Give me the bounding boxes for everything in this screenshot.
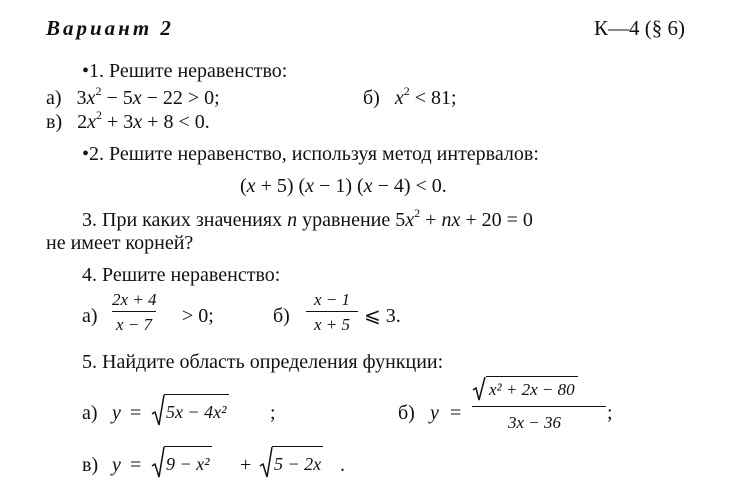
task2-title: •2. Решите неравенство, используя метод интервалов: xyxy=(82,143,539,165)
task5-b-fraction xyxy=(472,376,608,436)
task5-c-eq: = xyxy=(130,454,142,476)
sqrt-icon xyxy=(151,394,165,428)
task4-title: 4. Решите неравенство: xyxy=(82,264,281,286)
task5-c-radicand-1: 9 − x² xyxy=(164,446,212,473)
task4-b-denominator: x + 5 xyxy=(313,315,351,334)
task5-a-label: а) xyxy=(82,402,98,424)
task5-title: 5. Найдите область определения функции: xyxy=(82,351,444,373)
task5-c-tail: . xyxy=(340,454,345,476)
task5-c-plus: + xyxy=(240,454,252,476)
task5-a-y: y xyxy=(112,402,121,424)
task1-a-expr: $3x^2 - 5x - 22 > 0$; xyxy=(76,84,220,109)
task5-c-radical-1 xyxy=(151,446,241,480)
task4-a-numerator: 2x + 4 xyxy=(112,290,157,309)
sqrt-icon xyxy=(472,376,486,402)
task4-a-label: а) xyxy=(82,305,98,327)
section-code: К—4 (§ 6) xyxy=(594,16,685,40)
task4-a-fraction-bar xyxy=(112,311,156,312)
task1-b xyxy=(363,84,457,109)
task5-c-radical-2 xyxy=(259,446,349,480)
task5-b-denominator: 3x − 36 xyxy=(508,413,562,432)
task5-c-radicand-2: 5 − 2x xyxy=(272,446,323,473)
task5-b-label: б) xyxy=(398,402,415,424)
task5-b-fraction-bar xyxy=(472,406,606,407)
task3-line2: не имеет корней? xyxy=(46,232,194,254)
task1-a-label: а) xyxy=(46,87,62,109)
sqrt-icon xyxy=(151,446,165,480)
task5-a-tail: ; xyxy=(270,402,276,424)
task5-c-label: в) xyxy=(82,454,99,476)
task5-c-y: y xyxy=(112,454,121,476)
task4-a-tail: > 0; xyxy=(182,305,214,327)
task1-b-expr: $x^2 < 81$; xyxy=(394,84,457,109)
task1-a xyxy=(46,84,220,109)
task3-line1: 3. При каких значениях n уравнение $5x^2$ + nx + 20 = 0 xyxy=(82,206,533,231)
variant-title: Вариант 2 xyxy=(46,16,174,40)
task5-a-radicand: 5x − 4x² xyxy=(164,394,229,421)
task1-c-label: в) xyxy=(46,111,63,133)
task5-b-tail: ; xyxy=(607,402,613,424)
task5-a-radical xyxy=(151,394,271,428)
task5-b-numerator: x² + 2x − 80 xyxy=(486,376,578,398)
task1-c xyxy=(46,108,210,133)
task4-b-tail: ⩽ 3. xyxy=(364,305,401,327)
task4-b-numerator: x − 1 xyxy=(313,290,351,309)
task4-a-denominator: x − 7 xyxy=(115,315,153,334)
task4-b-fraction-bar xyxy=(306,311,358,312)
task5-b-y: y xyxy=(430,402,439,424)
task2-expr: (x + 5) (x − 1) (x − 4) < 0. xyxy=(240,175,447,197)
task1-b-label: б) xyxy=(363,87,380,109)
sqrt-icon xyxy=(259,446,273,480)
task5-a-eq: = xyxy=(130,402,142,424)
task4-b-fraction xyxy=(306,291,358,333)
task4-a-fraction xyxy=(112,291,156,333)
task1-c-expr: $2x^2 + 3x + 8 < 0$. xyxy=(77,108,210,133)
task1-title: •1. Решите неравенство: xyxy=(82,60,288,82)
task5-b-eq: = xyxy=(450,402,462,424)
task4-b-label: б) xyxy=(273,305,290,327)
